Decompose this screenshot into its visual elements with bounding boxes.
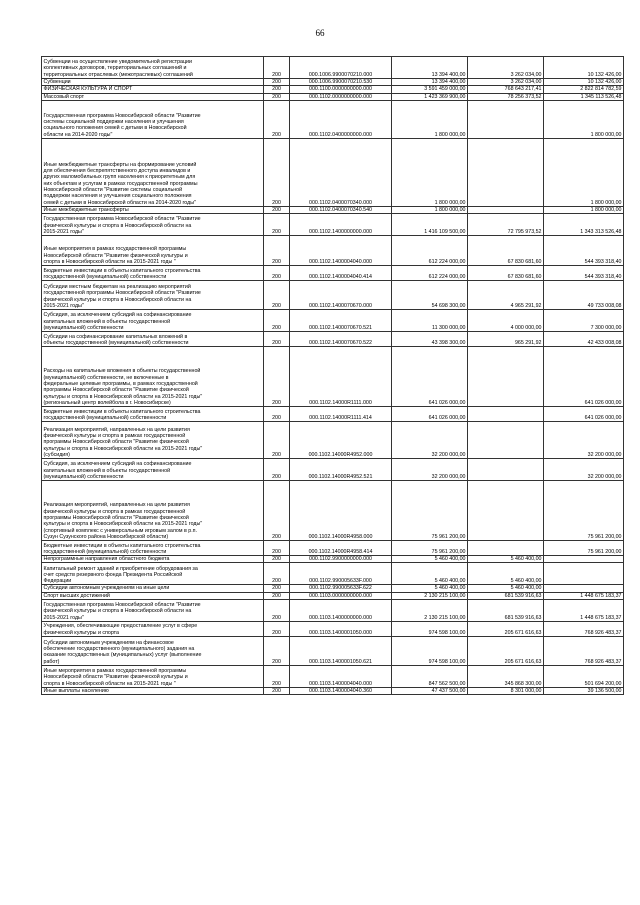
remaining-amount-cell: 544 393 318,40 [544,266,624,281]
table-row [42,407,624,422]
classification-code-cell: 000.1102.0400070340.540 [290,206,392,213]
department-code-cell: 200 [264,459,290,481]
classification-code-cell: 000.1103.1400000000.000 [290,600,392,622]
executed-amount-cell [468,541,544,556]
remaining-amount-cell: 501 694 200,00 [544,666,624,688]
classification-code-cell: 000.1102.1400070670.521 [290,310,392,332]
table-row [42,310,624,332]
remaining-amount-cell: 641 026 000,00 [544,407,624,422]
planned-amount-cell: 847 562 500,00 [392,666,468,688]
classification-code-cell: 000.1102.990005633F.622 [290,585,392,592]
remaining-amount-cell: 544 393 318,40 [544,236,624,266]
classification-code-cell: 000.1102.0400070340.000 [290,138,392,206]
remaining-amount-cell: 10 132 426,00 [544,57,624,79]
classification-code-cell: 000.1006.9900070210.000 [290,57,392,79]
expense-name-cell: Бюджетные инвестиции в объекты капитального строительства государственной (муниципальной) собственности [42,541,264,556]
table-row [42,332,624,347]
executed-amount-cell: 205 671 616,63 [468,637,544,666]
classification-code-cell: 000.1102.14000R4952.000 [290,422,392,459]
expense-name-cell: Субсидии на софинансирование капитальных вложений в объекты государственной (муниципальной) собственности [42,332,264,347]
department-code-cell: 200 [264,138,290,206]
expense-name-cell: Расходы на капитальные вложения в объекты государственной (муниципальной) собственности, не включенные в федеральные целевые программы, в рамках государственной программы Новосибирской области "Развитие физической культуры и спорта в Новосибирской области на 2015-2021 годы" (региональный центр волейбола в г. Новосибирске) [42,347,264,407]
department-code-cell: 200 [264,422,290,459]
table-row [42,600,624,622]
expense-name-cell: Субвенции [42,79,264,86]
expense-name-cell: Государственная программа Новосибирской области "Развитие физической культуры и спорта в Новосибирской области на 2015-2021 годы" [42,600,264,622]
expense-name-cell: Спорт высших достижений [42,592,264,599]
classification-code-cell: 000.1103.1400004040.000 [290,666,392,688]
executed-amount-cell: 78 256 373,52 [468,93,544,100]
remaining-amount-cell: 42 433 008,08 [544,332,624,347]
remaining-amount-cell: 768 926 483,37 [544,622,624,637]
table-row [42,666,624,688]
executed-amount-cell [468,481,544,541]
remaining-amount-cell [544,563,624,585]
classification-code-cell: 000.1102.14000R1111.000 [290,347,392,407]
planned-amount-cell: 43 398 300,00 [392,332,468,347]
executed-amount-cell: 4 965 291,92 [468,281,544,310]
table-row [42,86,624,93]
table-row [42,57,624,79]
executed-amount-cell [468,206,544,213]
classification-code-cell: 000.1102.0400000000.000 [290,100,392,138]
table-row [42,622,624,637]
table-row [42,138,624,206]
remaining-amount-cell: 1 343 313 526,48 [544,214,624,236]
classification-code-cell: 000.1102.990005633F.000 [290,563,392,585]
planned-amount-cell: 2 130 215 100,00 [392,592,468,599]
expense-name-cell: Субсидии автономным учреждениям на иные цели [42,585,264,592]
department-code-cell: 200 [264,93,290,100]
planned-amount-cell: 13 394 400,00 [392,79,468,86]
planned-amount-cell: 1 800 000,00 [392,206,468,213]
executed-amount-cell [468,138,544,206]
classification-code-cell: 000.1102.1400000000.000 [290,214,392,236]
department-code-cell: 200 [264,310,290,332]
expense-name-cell: Иные выплаты населению [42,688,264,695]
executed-amount-cell: 67 830 681,60 [468,266,544,281]
remaining-amount-cell: 1 448 675 183,37 [544,600,624,622]
planned-amount-cell: 32 200 000,00 [392,459,468,481]
planned-amount-cell: 2 130 215 100,00 [392,600,468,622]
department-code-cell: 200 [264,266,290,281]
expense-name-cell: Массовый спорт [42,93,264,100]
remaining-amount-cell: 2 822 814 782,59 [544,86,624,93]
table-row [42,347,624,407]
executed-amount-cell [468,422,544,459]
expense-name-cell: Реализация мероприятий, направленных на цели развития физической культуры и спорта в рамках государственной программы Новосибирской области "Развитие физической культуры и спорта в Новосибирской области на 2015-2021 годы" (спортивный комплекс с универсальным игровым залом в р.п. Сузун Сузунского района Новосибирской области) [42,481,264,541]
expense-name-cell: Субсидии автономным учреждениям на финансовое обеспечение государственного (муниципального) задания на оказание государственных (муниципальных) услуг (выполнение работ) [42,637,264,666]
expense-name-cell: Субсидии местным бюджетам на реализацию мероприятий государственной программы Новосибирской области "Развитие физической культуры и спорта в Новосибирской области на 2015-2021 годы" [42,281,264,310]
classification-code-cell: 000.1103.1400001050.000 [290,622,392,637]
classification-code-cell: 000.1103.1400004040.360 [290,688,392,695]
table-row [42,481,624,541]
executed-amount-cell: 205 671 616,63 [468,622,544,637]
expense-name-cell: Бюджетные инвестиции в объекты капитального строительства государственной (муниципальной) собственности [42,407,264,422]
table-row [42,459,624,481]
planned-amount-cell: 75 961 200,00 [392,541,468,556]
remaining-amount-cell: 49 733 008,08 [544,281,624,310]
expense-name-cell: ФИЗИЧЕСКАЯ КУЛЬТУРА И СПОРТ [42,86,264,93]
department-code-cell: 200 [264,100,290,138]
department-code-cell: 200 [264,600,290,622]
department-code-cell: 200 [264,347,290,407]
remaining-amount-cell: 7 300 000,00 [544,310,624,332]
table-row [42,541,624,556]
table-row [42,556,624,563]
department-code-cell: 200 [264,622,290,637]
planned-amount-cell: 1 423 369 900,00 [392,93,468,100]
department-code-cell: 200 [264,332,290,347]
executed-amount-cell: 768 643 217,41 [468,86,544,93]
planned-amount-cell: 1 800 000,00 [392,100,468,138]
department-code-cell: 200 [264,585,290,592]
table-row [42,100,624,138]
department-code-cell: 200 [264,637,290,666]
planned-amount-cell: 11 300 000,00 [392,310,468,332]
expense-name-cell: Государственная программа Новосибирской области "Развитие системы социальной поддержки населения и улучшения социального положения семей с детьми в Новосибирской области на 2014-2020 годы" [42,100,264,138]
expense-name-cell: Иные межбюджетные трансферты на формирование условий для обеспечения беспрепятственного доступа инвалидов и других маломобильных групп населения к приоритетным для них объектам и услугам в рамках государственной программы Новосибирской области "Развитие системы социальной поддержки населения и улучшения социального положения семей с детьми в Новосибирской области на 2014-2020 годы" [42,138,264,206]
executed-amount-cell [468,347,544,407]
table-row [42,79,624,86]
executed-amount-cell: 5 460 400,00 [468,563,544,585]
remaining-amount-cell: 10 132 426,00 [544,79,624,86]
department-code-cell: 200 [264,407,290,422]
classification-code-cell: 000.1100.0000000000.000 [290,86,392,93]
expense-name-cell: Реализация мероприятий, направленных на цели развития физической культуры и спорта в рамках государственной программы Новосибирской области "Развитие физической культуры и спорта в Новосибирской области на 2015-2021 годы" (субсидия) [42,422,264,459]
planned-amount-cell: 641 026 000,00 [392,347,468,407]
executed-amount-cell: 3 262 034,00 [468,57,544,79]
executed-amount-cell: 3 262 034,00 [468,79,544,86]
executed-amount-cell [468,100,544,138]
department-code-cell: 200 [264,206,290,213]
expense-name-cell: Субсидия, за исключением субсидий на софинансирование капитальных вложений в объекты государственной (муниципальной) собственности [42,459,264,481]
planned-amount-cell: 974 598 100,00 [392,637,468,666]
expense-name-cell: Учреждения, обеспечивающие предоставление услуг в сфере физической культуры и спорта [42,622,264,637]
department-code-cell: 200 [264,481,290,541]
planned-amount-cell: 54 698 300,00 [392,281,468,310]
planned-amount-cell: 47 437 500,00 [392,688,468,695]
department-code-cell: 200 [264,57,290,79]
expense-name-cell: Субсидия, за исключением субсидий на софинансирование капитальных вложений в объекты государственной (муниципальной) собственности [42,310,264,332]
expense-name-cell: Бюджетные инвестиции в объекты капитального строительства государственной (муниципальной) собственности [42,266,264,281]
planned-amount-cell: 1 800 000,00 [392,138,468,206]
budget-table [41,56,624,695]
department-code-cell: 200 [264,541,290,556]
executed-amount-cell [468,459,544,481]
department-code-cell: 200 [264,214,290,236]
expense-name-cell: Субвенции на осуществление уведомительной регистрации коллективных договоров, территориальных соглашений и территориальных отраслевых (межотраслевых) соглашений [42,57,264,79]
expense-name-cell: Иные мероприятия в рамках государственной программы Новосибирской области "Развитие физической культуры и спорта в Новосибирской области на 2015-2021 годы " [42,236,264,266]
planned-amount-cell: 974 598 100,00 [392,622,468,637]
remaining-amount-cell: 641 026 000,00 [544,347,624,407]
planned-amount-cell: 32 200 000,00 [392,422,468,459]
table-row [42,563,624,585]
remaining-amount-cell: 1 800 000,00 [544,100,624,138]
executed-amount-cell: 4 000 000,00 [468,310,544,332]
classification-code-cell: 000.1102.9900000000.000 [290,556,392,563]
table-row [42,281,624,310]
classification-code-cell: 000.1102.1400004040.414 [290,266,392,281]
expense-name-cell: Иные межбюджетные трансферты [42,206,264,213]
planned-amount-cell: 612 224 000,00 [392,236,468,266]
planned-amount-cell: 13 394 400,00 [392,57,468,79]
planned-amount-cell: 5 460 400,00 [392,563,468,585]
executed-amount-cell: 681 539 916,63 [468,592,544,599]
expense-name-cell: Иные мероприятия в рамках государственной программы Новосибирской области "Развитие физической культуры и спорта в Новосибирской области на 2015-2021 годы " [42,666,264,688]
table-row [42,592,624,599]
executed-amount-cell: 5 460 400,00 [468,585,544,592]
table-row [42,214,624,236]
remaining-amount-cell: 39 136 500,00 [544,688,624,695]
classification-code-cell: 000.1102.1400070670.000 [290,281,392,310]
remaining-amount-cell [544,556,624,563]
table-row [42,236,624,266]
table-row [42,206,624,213]
planned-amount-cell: 5 460 400,00 [392,585,468,592]
expense-name-cell: Капитальный ремонт зданий и приобретение оборудования за счет средств резервного фонда Президента Российской Федерации [42,563,264,585]
page-number: 66 [315,28,325,38]
table-row [42,637,624,666]
executed-amount-cell: 8 301 000,00 [468,688,544,695]
department-code-cell: 200 [264,281,290,310]
department-code-cell: 200 [264,236,290,266]
planned-amount-cell: 75 961 200,00 [392,481,468,541]
remaining-amount-cell: 1 800 000,00 [544,206,624,213]
department-code-cell: 200 [264,556,290,563]
budget-table-body [42,57,624,695]
executed-amount-cell: 5 460 400,00 [468,556,544,563]
classification-code-cell: 000.1103.1400001050.621 [290,637,392,666]
remaining-amount-cell: 1 345 113 526,48 [544,93,624,100]
expense-name-cell: Государственная программа Новосибирской области "Развитие физической культуры и спорта в Новосибирской области на 2015-2021 годы" [42,214,264,236]
table-row [42,422,624,459]
department-code-cell: 200 [264,688,290,695]
classification-code-cell: 000.1102.1400070670.522 [290,332,392,347]
classification-code-cell: 000.1102.1400004040.000 [290,236,392,266]
planned-amount-cell: 5 460 400,00 [392,556,468,563]
department-code-cell: 200 [264,86,290,93]
table-row [42,585,624,592]
remaining-amount-cell [544,585,624,592]
classification-code-cell: 000.1006.9900070210.530 [290,79,392,86]
executed-amount-cell: 67 830 681,60 [468,236,544,266]
classification-code-cell: 000.1102.14000R4958.000 [290,481,392,541]
remaining-amount-cell: 768 926 483,37 [544,637,624,666]
executed-amount-cell: 965 291,92 [468,332,544,347]
executed-amount-cell: 72 795 973,52 [468,214,544,236]
classification-code-cell: 000.1102.14000R4952.521 [290,459,392,481]
department-code-cell: 200 [264,666,290,688]
classification-code-cell: 000.1102.0000000000.000 [290,93,392,100]
department-code-cell: 200 [264,79,290,86]
table-row [42,688,624,695]
remaining-amount-cell: 1 800 000,00 [544,138,624,206]
planned-amount-cell: 3 591 459 000,00 [392,86,468,93]
department-code-cell: 200 [264,563,290,585]
executed-amount-cell [468,407,544,422]
executed-amount-cell: 345 868 300,00 [468,666,544,688]
table-row [42,93,624,100]
remaining-amount-cell: 32 200 000,00 [544,422,624,459]
classification-code-cell: 000.1102.14000R1111.414 [290,407,392,422]
planned-amount-cell: 641 026 000,00 [392,407,468,422]
classification-code-cell: 000.1103.0000000000.000 [290,592,392,599]
department-code-cell: 200 [264,592,290,599]
remaining-amount-cell: 75 961 200,00 [544,541,624,556]
expense-name-cell: Непрограммные направления областного бюджета [42,556,264,563]
executed-amount-cell: 681 539 916,63 [468,600,544,622]
remaining-amount-cell: 1 448 675 183,37 [544,592,624,599]
table-row [42,266,624,281]
remaining-amount-cell: 32 200 000,00 [544,459,624,481]
planned-amount-cell: 612 224 000,00 [392,266,468,281]
remaining-amount-cell: 75 961 200,00 [544,481,624,541]
classification-code-cell: 000.1102.14000R4958.414 [290,541,392,556]
planned-amount-cell: 1 416 109 500,00 [392,214,468,236]
